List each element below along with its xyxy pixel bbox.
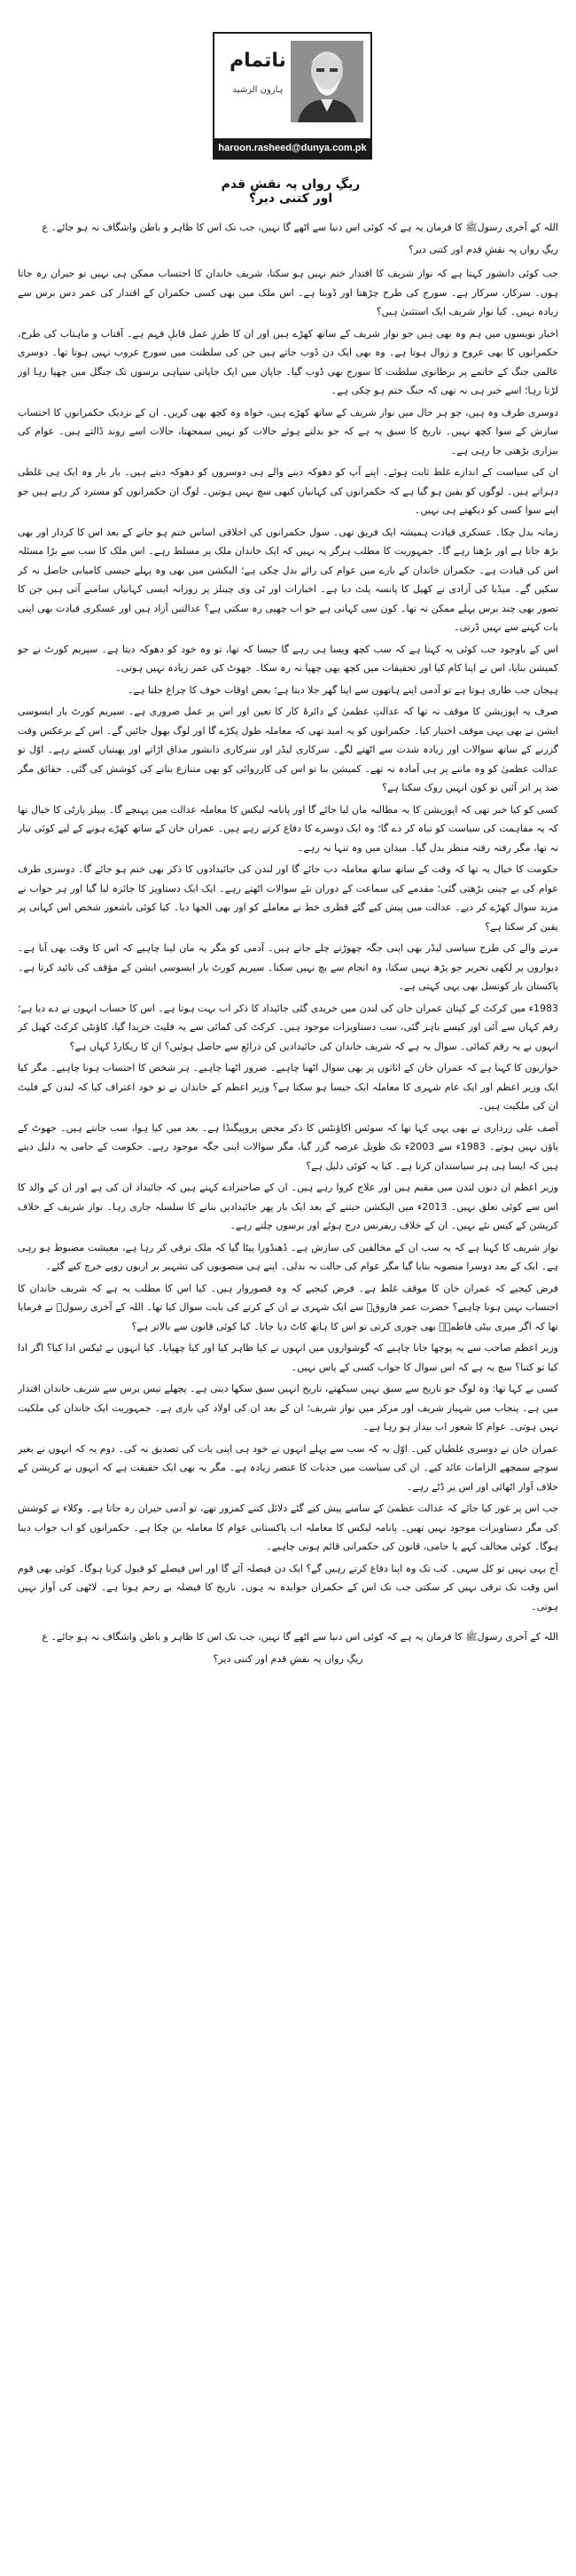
article-paragraph: کسی نے کہا تھا: وہ لوگ جو تاریخ سے سبق نہیں سیکھتے، تاریخ انہیں سبق سکھا دیتی ہے۔ پچھلے تیس برس سے شریف خاندان اقتدار میں ہے۔ پنجاب میں شہباز شریف اور مرکز میں نواز شریف؛ ان کے بعد ان کی اولاد کی باری ہے۔ جمہوریت ایک خاندان کی ملکیت نہیں ہوتی۔ عوام کا شعور اب بیدار ہو رہا ہے۔	[18, 1383, 558, 1432]
article-paragraph: عمران خان نے دوسری غلطیاں کیں۔ اوّل یہ کہ سب سے پہلے انہوں نے خود ہی اپنی بات کی تصدیق نہ کی۔ دوم یہ کہ انہوں نے بغیر سوچے سمجھے الزامات عائد کیے۔ ان کی سیاست میں جذبات کا عنصر زیادہ ہے۔ مگر یہ بھی ایک حقیقت ہے کہ انہوں نے کرپشن کے خلاف آواز اٹھائی اور اس پر ڈٹے رہے۔	[18, 1442, 558, 1493]
closing-verse: ریگِ رواں پہ نقشِ قدم اور کتنی دیر؟	[213, 1652, 363, 1665]
author-email: haroon.rasheed@dunya.com.pk	[214, 138, 370, 158]
article-paragraph: آج یہی نہیں تو کل سہی۔ کب تک وہ اپنا دفاع کرتے رہیں گے؟ ایک دن فیصلہ آئے گا اور اس فیصلے کو قبول کرنا ہوگا۔ کوئی بھی قوم اس وقت تک ترقی نہیں کر سکتی جب تک اس کے حکمران جوابدہ نہ ہوں۔ تاریخ کا فیصلہ بے رحم ہوتا ہے۔ لاٹھی کی آواز نہیں ہوتی۔	[18, 1562, 558, 1612]
article-paragraph: صرف یہ اپوزیشن کا موقف نہ تھا کہ عدالتِ عظمیٰ کے دائرۂ کار کا تعین اور اس پر عمل ضروری ہے۔ سپریم کورٹ بار ایسوسی ایشن نے بھی یہی موقف اختیار کیا۔ حکمرانوں کو یہ امید تھی کہ معاملہ طول پکڑے گا اور لوگ بھول جائیں گے۔ اس کے برعکس وقت گزرنے کے ساتھ سوالات اور زیادہ شدت سے اٹھنے لگے۔ سرکاری لیڈر اور سرکاری دانشور مذاق اڑاتے اور پھبتیاں کستے رہے۔ اوّل تو عدالت عظمیٰ کو وہ ماننے پر ہی آمادہ نہ تھے۔ کمیشن بنا تو اس کی کارروائی کو بھی متنازع بنانے کی کوشش کی گئی۔ حقائق مگر ضد پر اتر آئیں تو کون انہیں روک سکتا ہے؟	[18, 706, 558, 793]
article-paragraph: وزیر اعظم ان دنوں لندن میں مقیم ہیں اور علاج کروا رہے ہیں۔ ان کے صاحبزادے کہتے ہیں کہ جائیداد ان کی ہے اور ان کے والد کا اس سے کوئی تعلق نہیں۔ 2013ء میں الیکشن جیتنے کے بعد ایک بار پھر جائیدادیں بنانے کا سلسلہ جاری رہا۔ نواز شریف کے خلاف کرپشن کے کیس نئے نہیں۔ ان کے خلاف ریفرنس درج ہوئے اور برسوں چلتے رہے۔	[18, 1182, 558, 1231]
column-masthead	[213, 32, 372, 160]
author-portrait-icon	[291, 41, 363, 122]
article-paragraph: دوسری طرف وہ ہیں، جو ہر حال میں نواز شریف کے ساتھ کھڑے ہیں، خواہ وہ کچھ بھی کریں۔ ان کے نزدیک حکمرانوں کا احتساب سازش کے سوا کچھ نہیں۔ تاریخ کا سبق یہ ہے کہ جو بدلتے ہوئے حالات کو نہیں سمجھتا، حالات اسے روند ڈالتے ہیں۔ عوام کی بیزاری بڑھتی جا رہی ہے۔	[18, 406, 558, 457]
article-paragraph: جب اس پر غور کیا جائے کہ عدالت عظمیٰ کے سامنے پیش کیے گئے دلائل کتنے کمزور تھے، تو آدمی حیران رہ جاتا ہے۔ وکلاء نے کوشش کی مگر دستاویزات موجود نہیں تھیں۔ پانامہ لیکس کا معاملہ اب پاکستانی عوام کا معاملہ بن چکا ہے۔ حکمرانوں کو اب جواب دینا ہوگا۔ کوئی مخالف کہے یا حامی، قانون کی حکمرانی قائم ہونی چاہیے۔	[18, 1503, 558, 1552]
article-paragraph: زمانہ بدل چکا۔ عسکری قیادت ہمیشہ ایک فریق تھی۔ سول حکمرانوں کی اخلاقی اساس ختم ہو جانے کے بعد اس کا کردار اور بھی بڑھ جاتا ہے اور بڑھتا رہے گا۔ جمہوریت کا مطلب ہرگز یہ نہیں کہ ایک خاندان ملک پر مسلط رہے۔ اس ملک کا سب سے بڑا مسئلہ اس کی قیادت ہے۔ حکمران خاندان کے بارے میں عوام کی رائے بدل چکی ہے؛ الیکشن میں بھی وہ پہلے جیسی کامیابی حاصل نہ کر سکیں گے۔ میڈیا کی آزادی نے کھیل کا پانسہ پلٹ دیا ہے۔ اخبارات اور ٹی وی چینلز پر روزانہ ایسی کہانیاں سامنے آتی ہیں جن کا تصور بھی چند برس پہلے ممکن نہ تھا۔ کون سی کہانی ہے جو اب چھپی رہ سکتی ہے؟ عدالتیں آزاد ہیں اور عسکری قیادت بھی اپنی بات کہنے سے نہیں ڈرتی۔	[18, 526, 558, 633]
article-paragraph: حواریوں کا کہنا ہے کہ عمران خان کے اثاثوں پر بھی سوال اٹھنا چاہیے۔ ضرور اٹھنا چاہیے۔ ہر شخص کا احتساب ہونا چاہیے۔ مگر کیا ایک وزیر اعظم اور ایک عام شہری کا معاملہ ایک جیسا ہو سکتا ہے؟ وزیر اعظم کے خاندان نے تو خود اعتراف کیا کہ لندن کے فلیٹ ان کی ملکیت ہیں۔	[18, 1062, 558, 1112]
article-paragraph: اخبار نویسوں میں ہم وہ بھی ہیں جو نواز شریف کے ساتھ کھڑے ہیں اور ان کا طرزِ عمل قابلِ فہم ہے۔ آفتاب و ماہتاب کی طرح، حکمرانوں کا بھی عروج و زوال ہوتا ہے۔ وہ بھی ایک دن ڈوب جاتے ہیں جن کی سلطنت میں سورج غروب نہیں ہوتا تھا۔ دوسری عالمی جنگ کے خاتمے پر برطانوی سلطنت کا سورج بھی ڈوب گیا۔ جاپان میں ایک جاپانی سپاہی برسوں تک جنگل میں چھپا رہا اور لڑتا رہا؛ اسے خبر ہی نہ تھی کہ جنگ ختم ہو چکی ہے۔	[18, 327, 558, 396]
article-paragraph: کسی کو کیا خبر تھی کہ اپوزیشن کا یہ مطالبہ مان لیا جائے گا اور پانامہ لیکس کا معاملہ عدالت میں پہنچے گا۔ پیپلز پارٹی کا خیال تھا کہ یہ مفاہمت کی سیاست کو تباہ کر دے گا؛ وہ ایک دوسرے کا دفاع کرتے رہے ہیں۔ عمران خان کے ساتھ کھڑے ہونے کے لیے کوئی تیار نہ تھا، مگر رفتہ رفتہ منظر بدل گیا۔ میدان میں وہ تنہا نہ رہے۔	[18, 803, 558, 854]
article-paragraph: 1983ء میں کرکٹ کے کپتان عمران خان کی لندن میں خریدی گئی جائیداد کا ذکر اب بہت ہوتا ہے۔ اس کا حساب انہوں نے دے دیا ہے؛ رقم کہاں سے آئی اور کیسے باہر گئی، سب دستاویزات موجود ہیں۔ کرکٹ کی کمائی سے یہ فلیٹ خریدا گیا، کاؤنٹی کرکٹ کھیل کر انہوں نے یہ رقم کمائی۔ سوال یہ ہے کہ شریف خاندان کی جائیدادیں کن ذرائع سے حاصل ہوئیں؟ ان کا ریکارڈ کہاں ہے؟	[18, 1002, 558, 1052]
article-headline: ریگِ رواں پہ نقشِ قدم اور کتنی دیر؟	[221, 177, 361, 206]
article-paragraph: ان کی سیاست کے اندازے غلط ثابت ہوئے۔ اپنے آپ کو دھوکہ دینے والے ہی دوسروں کو دھوکہ دیتے ہیں۔ بار بار وہ ایک ہی غلطی دہراتے ہیں۔ لوگوں کو یقین ہو گیا ہے کہ حکمرانوں کی کہانیاں کبھی سچ نہیں ہوتیں۔ لوگ ان حکمرانوں کو مسترد کر رہے ہیں جو اپنے سوا کسی کو دیکھتے ہی نہیں۔	[18, 466, 558, 516]
column-name: ناتمام	[230, 50, 286, 72]
article-paragraph: ہیجان جب طاری ہوتا ہے تو آدمی اپنے ہاتھوں سے اپنا گھر جلا دیتا ہے؛ بعض اوقات خوف کا چراغ جلتا ہے۔	[128, 683, 558, 696]
article-paragraph: فرض کیجیے کہ عمران خان کا موقف غلط ہے۔ فرض کیجیے کہ وہ قصوروار ہیں۔ کیا اس کا مطلب یہ ہے کہ شریف خاندان کا احتساب نہیں ہونا چاہیے؟ حضرت عمر فاروقؓ سے ایک شہری نے ان کے کرتے کی بابت سوال کیا تھا۔ اللہ کے آخری رسولﷺ نے فرمایا تھا کہ اگر میری بیٹی فاطمہؓ بھی چوری کرتی تو اس کا ہاتھ کاٹ دیا جاتا۔ کیا کوئی قانون سے بالاتر ہے؟	[18, 1282, 558, 1332]
author-name: ہارون الرشید	[232, 85, 284, 95]
article-paragraph: مرنے والے کی طرح سیاسی لیڈر بھی اپنی جگہ چھوڑتے چلے جاتے ہیں۔ آدمی کو مگر یہ مان لینا چاہیے کہ اس کا وقت بھی آنا ہے۔ دیواروں پر لکھی تحریر جو پڑھ نہیں سکتا، وہ انجام سے بچ نہیں سکتا۔ سپریم کورٹ بار ایسوسی ایشن کے مؤقف کی تائید کرتا ہے۔ پاکستان بار کونسل بھی یہی کہتی ہے۔	[18, 942, 558, 992]
article-paragraph: وزیر اعظم صاحب سے یہ پوچھا جانا چاہیے کہ گوشواروں میں انہوں نے کیا ظاہر کیا اور کیا چھپایا۔ کیا انہوں نے ٹیکس ادا کیا؟ اگر ادا کیا تو کتنا؟ سچ یہ ہے کہ اس سوال کا جواب کسی کے پاس نہیں۔	[18, 1342, 558, 1373]
closing-hadith: اللہ کے آخری رسولﷺ کا فرمان یہ ہے کہ کوئی اس دنیا سے اٹھے گا نہیں، جب تک اس کا ظاہر و باطن واشگاف نہ ہو جائے۔ ع	[42, 1631, 558, 1643]
article-paragraph: اس کے باوجود جب کوئی یہ کہتا ہے کہ سب کچھ ویسا ہی رہے گا جیسا کہ تھا، تو وہ خود کو دھوکہ دیتا ہے۔ سپریم کورٹ نے جو کمیشن بنایا، اس نے اپنا کام کیا اور تحقیقات میں کچھ بھی چھپا نہ رہ سکا۔ جھوٹ کی عمر زیادہ نہیں ہوتی۔	[18, 643, 558, 674]
article-paragraphs	[18, 264, 558, 1616]
article-paragraph: حکومت کا خیال یہ تھا کہ وقت کے ساتھ ساتھ معاملہ دب جائے گا اور لندن کی جائیدادوں کا ذکر بھی ختم ہو جائے گا۔ دوسری طرف عوام کی بے چینی بڑھتی گئی؛ مقدمے کی سماعت کے دوران نئے سوالات اٹھتے رہے۔ ایک ایک دستاویز کا جائزہ لیا گیا اور ہر جواب نے مزید سوال کھڑے کر دیے۔ عدالت میں پیش کیے گئے قطری خط نے معاملے کو اور بھی الجھا دیا۔ کیا کوئی باشعور شخص اس کہانی پر یقین کر سکتا ہے؟	[18, 863, 558, 933]
opening-verse: ریگِ رواں پہ نقشِ قدم اور کتنی دیر؟	[408, 243, 558, 255]
article-paragraph: جب کوئی دانشور کہتا ہے کہ نواز شریف کا اقتدار ختم نہیں ہو سکتا، شریف خاندان کا احتساب ممکن ہی نہیں تو حیران رہ جاتا ہوں۔ سرکار، سرکار ہے۔ سورج کی طرح چڑھتا اور ڈوبتا ہے۔ اس ملک میں بھی کسی حکمران کے اقتدار کی عمر دس برس سے زیادہ نہیں۔ کیا نواز شریف ایک استثنیٰ ہیں؟	[18, 268, 558, 317]
opening-hadith: اللہ کے آخری رسولﷺ کا فرمان یہ ہے کہ کوئی اس دنیا سے اٹھے گا نہیں، جب تک اس کا ظاہر و باطن واشگاف نہ ہو جائے۔ ع	[42, 222, 558, 233]
article-paragraph: آصف علی زرداری نے بھی یہی کہا تھا کہ سوئس اکاؤنٹس کا ذکر محض پروپیگنڈا ہے۔ بعد میں کیا ہوا، سب جانتے ہیں۔ جھوٹ کے پاؤں نہیں ہوتے۔ 1983ء سے 2003ء تک طویل عرصہ گزر گیا، مگر سوالات اپنی جگہ موجود رہے۔ حکومت کے حامی یہ دلیل دیتے ہیں کہ ایسا ہی ہر سیاستدان کرتا ہے۔ کیا یہ کوئی دلیل ہے؟	[18, 1121, 558, 1172]
article-paragraph: نواز شریف کا کہنا ہے کہ یہ سب ان کے مخالفین کی سازش ہے۔ ڈھنڈورا پیٹا گیا کہ ملک ترقی کر رہا ہے، معیشت مضبوط ہو رہی ہے۔ ایک کے بعد دوسرا منصوبہ بنایا گیا مگر عوام کی حالت نہ بدلی۔ اپنے ہی منصوبوں کی تشہیر پر اربوں روپے خرچ کیے گئے۔	[18, 1241, 558, 1272]
article-body	[18, 218, 558, 2558]
section-gap	[18, 1619, 558, 1628]
